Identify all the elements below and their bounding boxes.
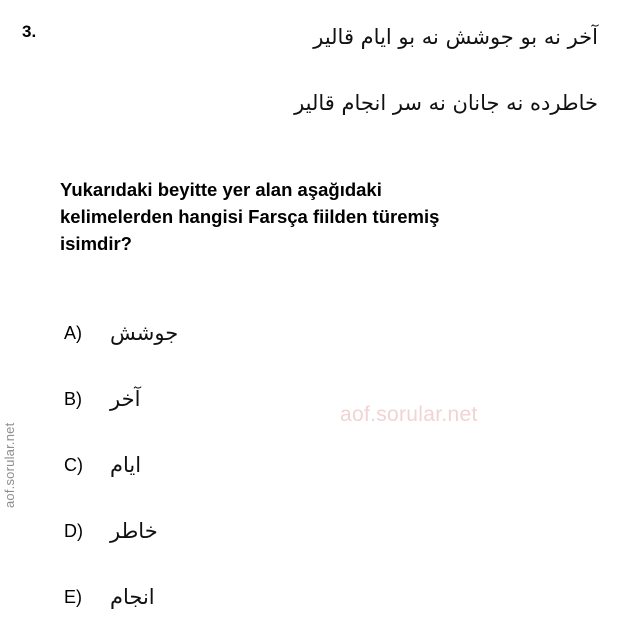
verse-line-1: آخر نه بو جوشش نه بو ايام قالير — [313, 25, 598, 49]
option-a-text: جوشش — [110, 321, 179, 345]
option-d-letter: D) — [64, 520, 83, 541]
question-stem-line-1: Yukarıdaki beyitte yer alan aşağıdaki — [60, 179, 382, 200]
question-stem — [60, 176, 578, 258]
option-e-text: انجام — [110, 585, 155, 609]
option-d[interactable] — [64, 498, 464, 564]
option-b-letter: B) — [64, 388, 82, 409]
option-b-text: آخر — [110, 387, 141, 411]
side-watermark: aof.sorular.net — [2, 422, 17, 508]
option-e-letter: E) — [64, 586, 82, 607]
option-e[interactable] — [64, 564, 464, 630]
option-c[interactable] — [64, 432, 464, 498]
verse-line-2: خاطرده نه جانان نه سر انجام قالير — [294, 91, 598, 115]
option-a-letter: A) — [64, 322, 82, 343]
answer-options — [64, 300, 464, 630]
option-a[interactable] — [64, 300, 464, 366]
option-d-text: خاطر — [110, 519, 158, 543]
question-stem-line-3: isimdir? — [60, 233, 132, 255]
center-watermark: aof.sorular.net — [340, 403, 478, 426]
option-c-text: ايام — [110, 453, 142, 477]
question-number: 3. — [22, 22, 37, 41]
option-c-letter: C) — [64, 454, 83, 475]
question-stem-line-2: kelimelerden hangisi Farsça fiilden türemiş — [60, 206, 440, 228]
